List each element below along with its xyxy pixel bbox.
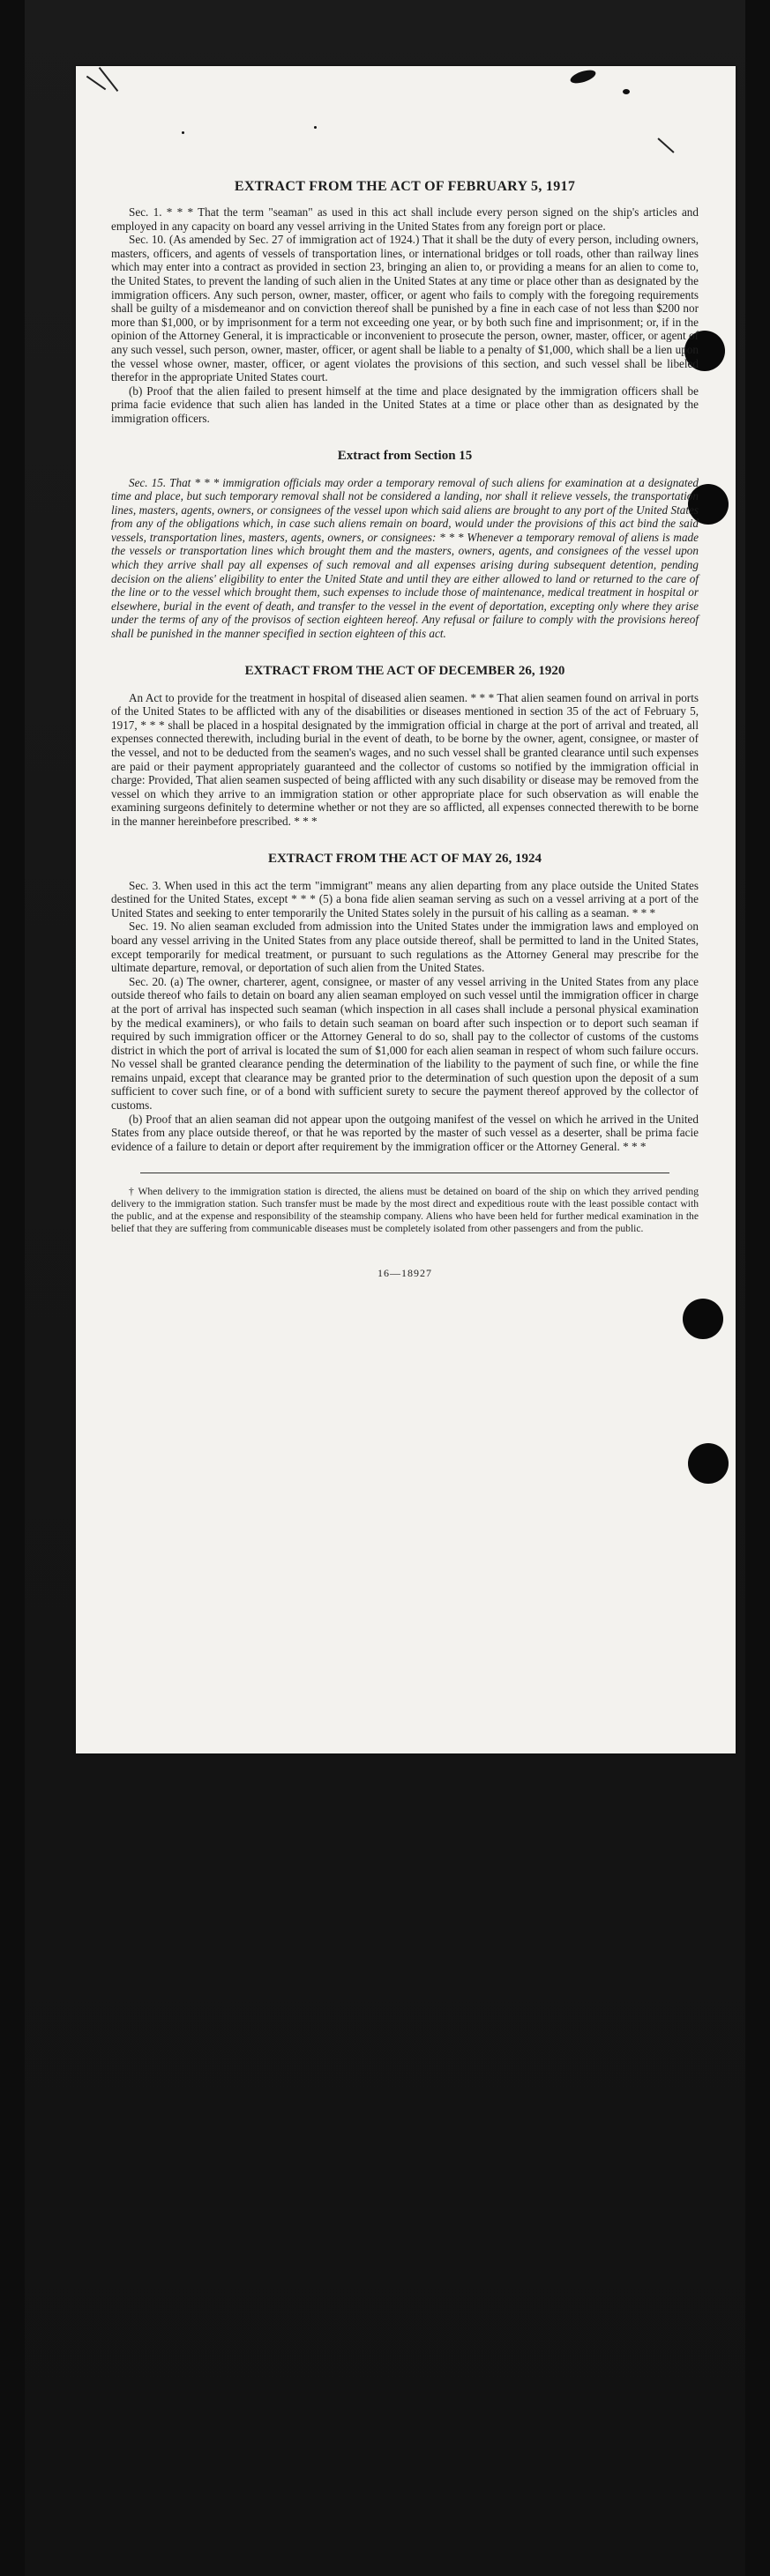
paragraph: (b) Proof that an alien seaman did not appear upon the outgoing manifest of the vessel on which he arrived in the United States from any place outside thereof, or that he was reported by the master of such vessel as a deserter, shall be prima facie evidence of a failure to detain or deport after requirement by the immigration officer or the Attorney General. * * * bbox=[111, 1112, 699, 1153]
dust-speck bbox=[569, 68, 597, 86]
form-number: 16—18927 bbox=[378, 1266, 432, 1279]
footnote: † When delivery to the immigration station is directed, the aliens must be detained on board of the ship on which they arrived pending delivery to the immigration station. Such transfer must be made by the most direct and expeditious route with the least possible contact with the public, and at the expense and responsibility of the steamship company. Aliens who have been held for further medical examination in the belief that they are suffering from communicable diseases must be completely isolated from other passengers and from the public. bbox=[111, 1186, 699, 1234]
corner-scratch-mark bbox=[657, 138, 674, 153]
dust-speck bbox=[182, 131, 184, 134]
film-edge-right bbox=[745, 0, 770, 2576]
punch-hole bbox=[688, 1443, 729, 1484]
section-act-1917 bbox=[111, 179, 699, 426]
punch-hole bbox=[683, 1299, 723, 1339]
document-page bbox=[76, 66, 736, 1753]
dust-speck bbox=[623, 89, 630, 94]
section-heading: EXTRACT FROM THE ACT OF DECEMBER 26, 1920 bbox=[244, 663, 565, 678]
section-heading: EXTRACT FROM THE ACT OF MAY 26, 1924 bbox=[267, 851, 542, 866]
document-body bbox=[111, 179, 699, 1280]
corner-scratch-mark bbox=[86, 76, 106, 91]
paragraph: Sec. 10. (As amended by Sec. 27 of immigration act of 1924.) That it shall be the duty of every person, including owners, masters, officers, and agents of vessels of transportation lines, or international bridges or toll roads, other than railway lines which may enter into a contract as provided in section 23, bringing an alien to, or providing a means for an alien to come to, the United States, to prevent the landing of such alien in the United States at any time or place other than as designated by the immigration officers. Any such person, owner, master, officer, or agent who fails to comply with the foregoing requirements shall be guilty of a misdemeanor and on conviction thereof shall be punished by a fine in each case of not less than $200 nor more than $1,000, or by imprisonment for a term not exceeding one year, or by both such fine and imprisonment; or, if in the opinion of the Attorney General, it is impracticable or inconvenient to prosecute the person, owner, master, officer, or agent of any such vessel, such person, owner, master, officer, or agent shall be liable to a penalty of $1,000, which shall be a lien upon the vessel whose owner, master, officer, or agent violates the provisions of this section, and such vessel shall be libeled therefor in the appropriate United States court. bbox=[111, 233, 699, 384]
paragraph: Sec. 19. No alien seaman excluded from admission into the United States under the immigration laws and employed on board any vessel arriving in the United States from any place outside thereof, shall be permitted to land in the United States, except temporarily for medical treatment, or pursuant to such regulations as the Attorney General may prescribe for the ultimate departure, removal, or deportation of such alien from the United States. bbox=[111, 919, 699, 975]
paragraph: An Act to provide for the treatment in hospital of diseased alien seamen. * * * That alien seamen found on arrival in ports of the United States to be afflicted with any of the disabilities or diseases mentioned in section 35 of the act of February 5, 1917, * * * shall be placed in a hospital designated by the immigration official in charge at the port of arrival and treated, all expenses connected therewith, including burial in the event of death, to be borne by the owner, agent, consignee, or master of the vessel, and not to be deducted from the seamen's wages, and no such vessel shall be granted clearance until such expenses are paid or their payment appropriately guaranteed and the collector of customs so notified by the immigration official in charge: Provided, That alien seamen suspected of being afflicted with any such disability or disease may be removed from the vessel on which they arrive to an immigration station or other appropriate place for such observation as will enable the examining surgeons definitely to determine whether or not they are so afflicted, all expenses connected therewith to be borne in the manner hereinbefore prescribed. * * * bbox=[111, 690, 699, 828]
paragraph: Sec. 15. That * * * immigration officials may order a temporary removal of such aliens for examination at a designated time and place, but such temporary removal shall not be considered a landing, nor shall it relieve vessels, the transportation lines, masters, agents, owners, or consignees of the vessel upon which said aliens are brought to any port of the United States from any of the obligations which, in case such aliens remain on board, would under the provisions of this act bind the said vessels, transportation lines, masters, agents, owners, or consignees: * * * Whenever a temporary removal of aliens is made the vessels or transportation lines which brought them and the masters, owners, agents, and consignees of the vessel upon which they arrive shall pay all expenses of such removal and all expenses arising during subsequent detention, pending decision on the aliens' eligibility to enter the United State and until they are either allowed to land or returned to the care of the line or to the vessel which brought them, such expenses to include those of maintenance, medical treatment in hospital or elsewhere, burial in the event of death, and transfer to the vessel in the event of deportation, excepting only where they arise under the terms of any of the provisos of section eighteen hereof. Any refusal or failure to comply with the provisions hereof shall be punished in the manner specified in section eighteen of this act. bbox=[111, 475, 699, 641]
paragraph: Sec. 1. * * * That the term "seaman" as used in this act shall include every person signed on the ship's articles and employed in any capacity on board any vessel arriving in the United States from any foreign port or place. bbox=[111, 205, 699, 233]
dust-speck bbox=[314, 126, 317, 129]
paragraph: Sec. 20. (a) The owner, charterer, agent, consignee, or master of any vessel arriving in the United States from any place outside thereof who fails to detain on board any alien seaman employed on such vessel until the immigration officer in charge at the port of arrival has inspected such seaman (which inspection in all cases shall include a personal physical examination by the medical examiners), or who fails to detain such seaman on board after such inspection or to deport such seaman if required by such immigration officer or the Attorney General to do so, shall pay to the collector of customs of the customs district in which the port of arrival is located the sum of $1,000 for each alien seaman in respect of whom such failure occurs. No vessel shall be granted clearance pending the determination of the liability to the payment of such fine, or while the fine remains unpaid, except that clearance may be granted prior to the determination of such question upon the deposit of a sum sufficient to cover such fine, or of a bond with sufficient surety to secure the payment thereof approved by the collector of customs. bbox=[111, 974, 699, 1113]
paragraph: Sec. 3. When used in this act the term "immigrant" means any alien departing from any place outside the United States destined for the United States, except * * * (5) a bona fide alien seaman serving as such on a vessel arriving at a port of the United States and seeking to enter temporarily the United States solely in the pursuit of his calling as a seaman. * * * bbox=[111, 878, 699, 919]
section-act-1924 bbox=[111, 852, 699, 1154]
section-extract-15 bbox=[111, 449, 699, 641]
section-act-1920 bbox=[111, 664, 699, 829]
section-heading: Extract from Section 15 bbox=[337, 448, 473, 463]
film-edge-left bbox=[0, 0, 25, 2576]
paragraph: (b) Proof that the alien failed to present himself at the time and place designated by the immigration officers shall be prima facie evidence that such alien has landed in the United States at a time or place other than as designated by the immigration officers. bbox=[111, 383, 699, 425]
section-heading: EXTRACT FROM THE ACT OF FEBRUARY 5, 1917 bbox=[234, 179, 576, 194]
